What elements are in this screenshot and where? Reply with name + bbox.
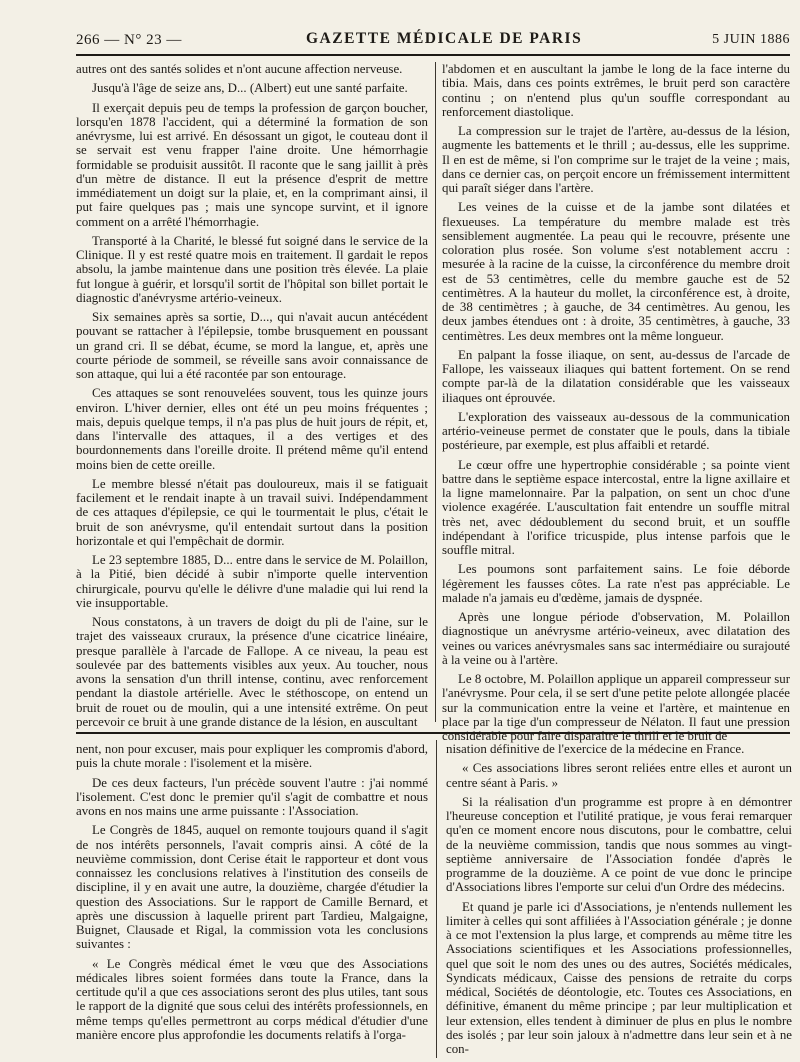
paragraph: Ces attaques se sont renouvelées souvent, tous les quinze jours environ. L'hiver dernier, elles ont été un peu moins fréquentes ; mais, depuis quelque temps, il n'a pas plus de huit jours de répit, et, dans l'intervalle des attaques, il a des vertiges et des bourdonnements dans l'oreille droite. Il prétend même qu'il entend moins bien de cette oreille.: [76, 386, 428, 472]
column-divider-bottom: [436, 740, 437, 1058]
paragraph: Le 8 octobre, M. Polaillon applique un appareil compresseur sur l'anévrysme. Pour cela, il se sert d'une petite pelote allongée placée sur la communication entre la veine et l'artère, et maintenue en place par la tige d'un compresseur de Nélaton. Il faut une pression considérable pour faire disparaître le thrill et le bruit de: [442, 672, 790, 743]
paragraph: En palpant la fosse iliaque, on sent, au-dessus de l'arcade de Fallope, les vaisseaux iliaques qui battent fortement. On se rend compte par-là de la dilatation considérable que les vaisseaux iliaques ont éprouvée.: [442, 347, 790, 405]
paragraph: Le Congrès de 1845, auquel on remonte toujours quand il s'agit de nos intérêts personnels, l'avait compris ainsi. A côté de la neuvième commission, dont Cerise était le rapporteur et dont vous connaissez les conclusions relatives à l'institution des conseils de discipline, il y en avait une autre, la douzième, chargée d'étudier la question des Associations. Sur le rapport de Camille Bernard, et après une discussion à laquelle prirent part Tardieu, Malgaigne, Buignet, Clausade et Rigal, la commission vota les conclusions suivantes :: [76, 823, 428, 952]
paragraph: Après une longue période d'observation, M. Polaillon diagnostique un anévrysme artério-veineux, avec dilatation des veines ou varices anévrysmales sans sac intermédiaire ou surajouté à la veine ou à l'artère.: [442, 610, 790, 667]
paragraph: l'abdomen et en auscultant la jambe le long de la face interne du tibia. Mais, dans ces points extrêmes, le bruit perd son caractère continu ; on n'entend plus qu'un souffle correspondant au renforcement diastolique.: [442, 62, 790, 119]
feuilleton-column-2: [446, 742, 792, 1060]
paragraph: Les poumons sont parfaitement sains. Le foie déborde légèrement les fausses côtes. La rate n'est pas appréciable. Le malade n'a jamais eu d'œdème, jamais de dyspnée.: [442, 562, 790, 605]
page-header: [76, 28, 790, 56]
paragraph: Nous constatons, à un travers de doigt du pli de l'aine, sur le trajet des vaisseaux cruraux, la présence d'une cicatrice linéaire, presque parallèle à l'arcade de Fallope. A ce niveau, la peau est soulevée par des battements visibles aux yeux. Au toucher, nous avons la sensation d'un thrill intense, continu, avec renforcement pendant la diastole artérielle. Avec le stéthoscope, on entend un bruit de rouet ou de moulin, qui a une intensité extrême. On peut percevoir ce bruit à une grande distance de la lésion, en auscultant: [76, 615, 428, 729]
paragraph: « Ces associations libres seront reliées entre elles et auront un centre séant à Paris. »: [446, 761, 792, 790]
paragraph: La compression sur le trajet de l'artère, au-dessus de la lésion, augmente les battements et le thrill ; au-dessus, elle les supprime. Il en est de même, si l'on comprime sur le trajet de la veine ; mais, dans ce dernier cas, on perçoit encore un frémissement intermittent qui paraît siéger dans l'artère.: [442, 124, 790, 195]
paragraph: Le membre blessé n'était pas douloureux, mais il se fatiguait facilement et le rendait inapte à un travail suivi. Indépendamment de ces attaques d'épilepsie, ce qui le tourmentait le plus, c'était le bruit de son anévrysme, qu'il entendait surtout dans la position horizontale et qui l'empêchait de dormir.: [76, 476, 428, 548]
paragraph: Six semaines après sa sortie, D..., qui n'avait aucun antécédent pouvant se rattacher à l'épilepsie, tombe brusquement en poussant un grand cri. Il se débat, écume, se mord la langue, et, après une courte période de sommeil, se réveille sans avoir connaissance de son attaque, qui lui a été racontée par son entourage.: [76, 310, 428, 381]
paragraph: « Le Congrès médical émet le vœu que des Associations médicales libres soient formées dans toute la France, dans la certitude qu'il a que ces associations seront des plus utiles, tant sous le rapport de la dignité que sous celui des intérêts professionnels, en même temps qu'elles permettront au corps médical d'étudier d'une manière encore plus approfondie les documents relatifs à l'orga-: [76, 956, 428, 1042]
journal-title: GAZETTE MÉDICALE DE PARIS: [306, 30, 583, 47]
paragraph: nent, non pour excuser, mais pour expliquer les compromis d'abord, puis la chute morale : l'isolement et la misère.: [76, 742, 428, 771]
paragraph: Et quand je parle ici d'Associations, je n'entends nullement les limiter à celles qui sont affiliées à l'Association générale ; je donne à ce mot l'extension la plus large, et comprends au même titre les Associations scientifiques et les Associations professionnelles, quel que soit le nom des unes ou des autres, Sociétés médicales, Syndicats médicaux, Caisse des pensions de retraite du corps médical, Sociétés de déontologie, etc. Toutes ces Associations, en définitive, émanent du même principe ; par leur multiplication et leur extension, elles tendent à diminuer de plus en plus le nombre des isolés ; par leur soin jaloux à n'admettre dans leur sein et à ne con-: [446, 899, 792, 1056]
paragraph: Jusqu'à l'âge de seize ans, D... (Albert) eut une santé parfaite.: [92, 81, 408, 96]
issue-date: 5 JUIN 1886: [712, 32, 790, 47]
article-column-2: [442, 62, 790, 743]
paragraph: Les veines de la cuisse et de la jambe sont dilatées et flexueuses. La température du membre malade est très sensiblement augmentée. La peau qui le recouvre, présente une coloration plus rosée. Son volume s'est notablement accru : mesurée à la racine de la cuisse, la circonférence du membre droit est de 53 centimètres, celle du membre gauche est de 52 centimètres. A la hauteur du mollet, la circonférence est, à droite, de 38 centimètres ; à gauche, de 34 centimètres. Au genou, les deux jambes étendues ont : à droite, 35 centimètres, à gauche, 33 centimètres. Les deux membres ont la même longueur.: [442, 200, 790, 343]
paragraph: Le cœur offre une hypertrophie considérable ; sa pointe vient battre dans le septième espace intercostal, entre la ligne axillaire et la ligne mamelonnaire. Par la palpation, on sent un choc d'une violence exagérée. L'auscultation fait entendre un souffle mitral très net, avec dédoublement du second bruit, et un souffle indépendant à l'orifice tricuspide, plus intense parfois que le souffle mitral.: [442, 457, 790, 557]
paragraph: L'exploration des vaisseaux au-dessous de la communication artério-veineuse permet de constater que le pouls, dans la tibiale postérieure, par exemple, est plus affaibli et retardé.: [442, 409, 790, 453]
feuilleton-column-1: [76, 742, 428, 1060]
paragraph: De ces deux facteurs, l'un précède souvent l'autre : j'ai nommé l'isolement. C'est donc le premier qu'il s'agit de combattre et nous avons en nos mains une arme puissante : l'Association.: [76, 775, 428, 818]
paragraph: autres ont des santés solides et n'ont aucune affection nerveuse.: [76, 62, 403, 76]
paragraph: Il exerçait depuis peu de temps la profession de garçon boucher, lorsqu'en 1878 l'accident, qui a déterminé la formation de son anévrysme, lui est arrivé. En désossant un gigot, le couteau dont il se servait est venu frapper l'aine droite. Une hémorrhagie formidable se produisit aussitôt. Il raconte que le sang jaillit à près d'un mètre de distance. Il eut la présence d'esprit de mettre immédiatement un doigt sur la plaie, et, en la comprimant ainsi, il put faire quelques pas ; mais une syncope survint, et il ignore comment on a arrêté l'hémorrhagie.: [76, 100, 428, 229]
article-column-1: [76, 62, 428, 729]
column-divider-top: [435, 62, 436, 722]
paragraph: nisation définitive de l'exercice de la médecine en France.: [446, 742, 745, 756]
paragraph: Le 23 septembre 1885, D... entre dans le service de M. Polaillon, à la Pitié, bien décidé à subir n'importe quelle intervention chirurgicale, pourvu qu'elle le délivre d'une maladie qui lui rend la vie insupportable.: [76, 553, 428, 610]
paragraph: Si la réalisation d'un programme est propre à en démontrer l'heureuse conception et l'utilité pratique, je vous ferai remarquer qu'en ce moment encore nous discutons, pour le combattre, celui de la neuvième commission, tandis que nous sommes au vingt-septième anniversaire de l'Association fondée d'après le programme de la douzième. A ce point de vue donc le principe d'Associations libres l'emporte sur celui d'un Ordre des médecins.: [446, 794, 792, 895]
paragraph: Transporté à la Charité, le blessé fut soigné dans le service de la Clinique. Il y est resté quatre mois en traitement. Il gardait le repos absolu, la jambe maintenue dans une position très élevée. La plaie fut longue à guérir, et lorsqu'il sortit de l'hôpital son billet portait le diagnostic d'anévrysme artério-veineux.: [76, 233, 428, 305]
page-number: 266 — N° 23 —: [76, 32, 182, 48]
